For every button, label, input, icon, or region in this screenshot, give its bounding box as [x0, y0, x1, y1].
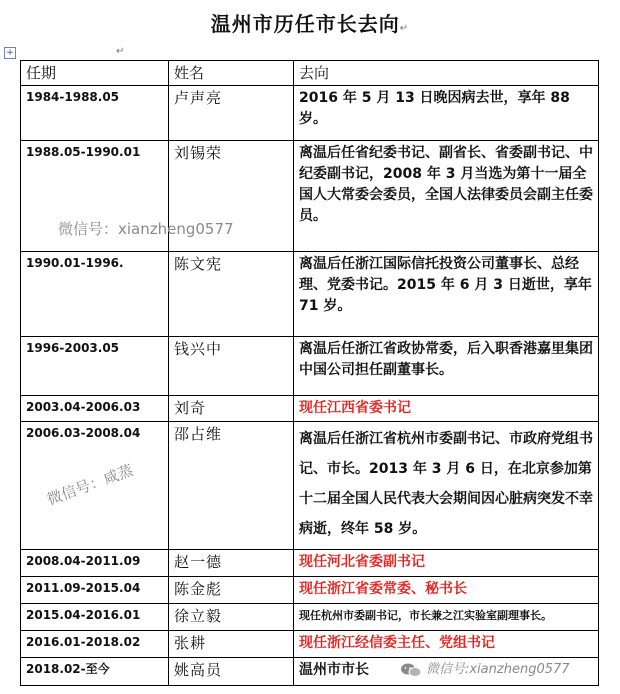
- mayor-table: [20, 60, 599, 686]
- cell-period: 1996-2003.05: [21, 337, 169, 396]
- cell-period: 2008.04-2011.09: [21, 550, 169, 577]
- cell-name: 邵占维: [169, 422, 294, 550]
- cell-destination: 现任浙江省委常委、秘书长: [294, 577, 599, 604]
- cell-name: 刘锡荣: [169, 141, 294, 252]
- table-row: [21, 577, 599, 604]
- watermark: 微信号：咸蒸: [44, 461, 136, 509]
- table-move-handle-icon[interactable]: +: [4, 47, 16, 59]
- table-row: [21, 396, 599, 422]
- table-row: [21, 337, 599, 396]
- table-row: [21, 631, 599, 658]
- table-row: [21, 252, 599, 337]
- cell-name: 陈文宪: [169, 252, 294, 337]
- table-row: [21, 550, 599, 577]
- paragraph-mark: ↵: [116, 46, 125, 57]
- table-row: [21, 604, 599, 631]
- document-title: [0, 8, 620, 37]
- cell-destination: 2016 年 5 月 13 日晚因病去世，享年 88 岁。: [294, 86, 599, 141]
- watermark-text: 微信号:xianzheng0577: [426, 662, 570, 677]
- cell-destination: 离温后任浙江省杭州市委副书记、市政府党组书记、市长。2013 年 3 月 6 日，在北京参加第十二届全国人民代表大会期间因心脏病突发不幸病逝，终年 58 岁。: [294, 422, 599, 550]
- cell-name: 徐立毅: [169, 604, 294, 631]
- table-row: [21, 86, 599, 141]
- cell-destination: 现任浙江经信委主任、党组书记: [294, 631, 599, 658]
- cell-name: 钱兴中: [169, 337, 294, 396]
- cell-destination: 离温后任浙江省政协常委，后入职香港嘉里集团中国公司担任副董事长。: [294, 337, 599, 396]
- cell-destination: 现任江西省委书记: [294, 396, 599, 422]
- header-name: 姓名: [169, 61, 294, 86]
- cell-destination: 现任河北省委副书记: [294, 550, 599, 577]
- cell-destination: 离温后任省纪委书记、副省长、省委副书记、中纪委副书记，2008 年 3 月当选为第十一届全国人大常委会委员，全国人法律委员会副主任委员。: [294, 141, 599, 252]
- header-destination: 去向: [294, 61, 599, 86]
- wechat-logo-icon: [400, 662, 422, 678]
- cell-destination: 温州市市长: [294, 658, 599, 686]
- cell-destination: 现任杭州市委副书记，市长兼之江实验室副理事长。: [294, 604, 599, 631]
- table-header-row: [21, 61, 599, 86]
- cell-name: 赵一德: [169, 550, 294, 577]
- cell-name: 陈金彪: [169, 577, 294, 604]
- cell-period: 2018.02-至今: [21, 658, 169, 686]
- header-period: 任期: [21, 61, 169, 86]
- watermark: [400, 658, 570, 678]
- cell-period: 1990.01-1996.: [21, 252, 169, 337]
- cell-name: 姚高员: [169, 658, 294, 686]
- cell-period: 2006.03-2008.04: [21, 422, 169, 550]
- watermark: 微信号：xianzheng0577: [58, 220, 234, 238]
- cell-period: 2003.04-2006.03: [21, 396, 169, 422]
- cell-name: 张耕: [169, 631, 294, 658]
- cell-period: 2011.09-2015.04: [21, 577, 169, 604]
- cell-period: 1988.05-1990.01: [21, 141, 169, 252]
- cell-name: 刘奇: [169, 396, 294, 422]
- cell-period: 2015.04-2016.01: [21, 604, 169, 631]
- title-text: 温州市历任市长去向: [210, 12, 400, 36]
- cell-period: 1984-1988.05: [21, 86, 169, 141]
- cell-name: 卢声亮: [169, 86, 294, 141]
- cell-period: 2016.01-2018.02: [21, 631, 169, 658]
- cell-destination: 离温后任浙江国际信托投资公司董事长、总经理、党委书记。2015 年 6 月 3 日逝世，享年 71 岁。: [294, 252, 599, 337]
- paragraph-mark: ↵: [399, 23, 410, 34]
